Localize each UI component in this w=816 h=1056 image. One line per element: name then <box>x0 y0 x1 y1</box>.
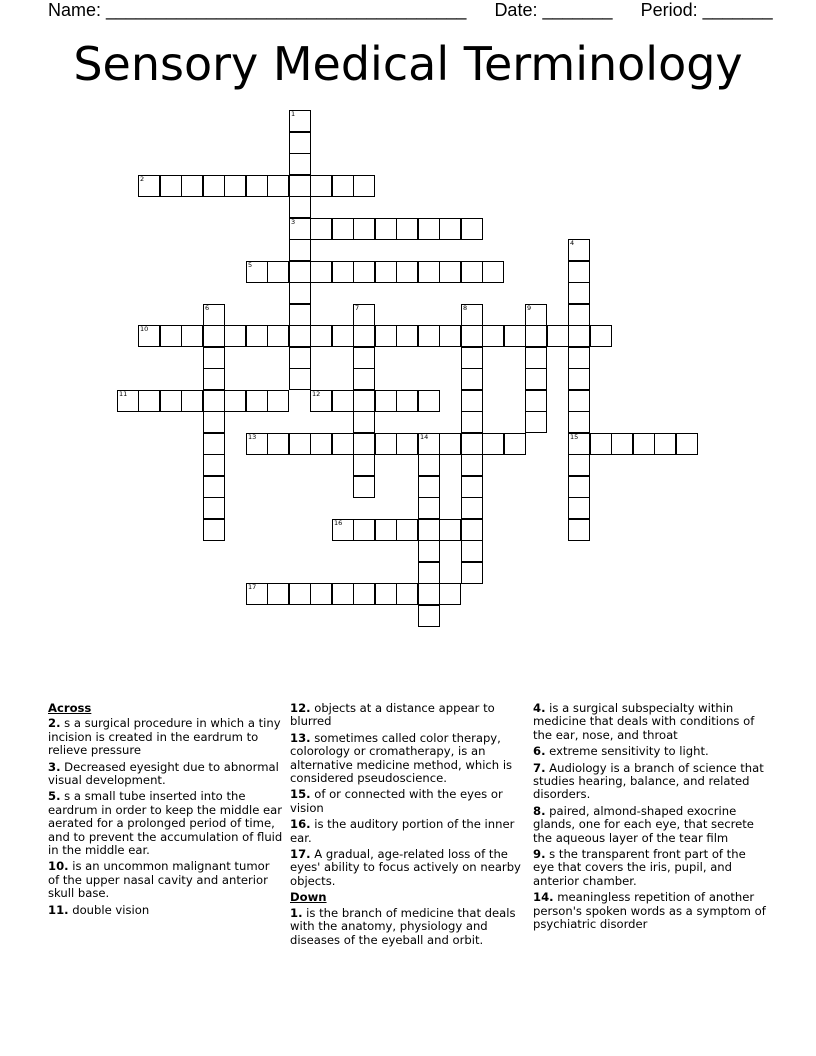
grid-cell[interactable] <box>396 519 418 541</box>
grid-cell[interactable] <box>310 175 332 197</box>
grid-cell[interactable] <box>461 390 483 412</box>
grid-cell[interactable] <box>181 390 203 412</box>
clue-number: 3 <box>291 218 296 226</box>
grid-cell[interactable] <box>396 325 418 347</box>
grid-cell[interactable] <box>332 583 354 605</box>
grid-cell[interactable] <box>332 325 354 347</box>
grid-cell[interactable] <box>525 411 547 433</box>
grid-cell[interactable] <box>439 325 461 347</box>
grid-cell[interactable] <box>310 583 332 605</box>
grid-cell[interactable] <box>418 583 440 605</box>
grid-cell[interactable] <box>203 175 225 197</box>
clue-number-label: 17. <box>290 847 311 862</box>
grid-cell[interactable] <box>267 261 289 283</box>
grid-cell[interactable] <box>353 175 375 197</box>
grid-cell[interactable] <box>181 325 203 347</box>
grid-cell[interactable] <box>246 325 268 347</box>
grid-cell[interactable] <box>353 454 375 476</box>
clues-column-1 <box>48 702 284 920</box>
grid-cell[interactable] <box>418 562 440 584</box>
grid-cell[interactable] <box>267 325 289 347</box>
grid-cell[interactable] <box>418 390 440 412</box>
grid-cell[interactable] <box>224 325 246 347</box>
grid-cell[interactable] <box>568 368 590 390</box>
period-field[interactable]: Period: _______ <box>640 0 773 20</box>
grid-cell[interactable] <box>418 218 440 240</box>
clue-number: 4 <box>570 239 575 247</box>
grid-cell[interactable] <box>332 390 354 412</box>
clue-item <box>533 745 769 758</box>
grid-cell[interactable] <box>353 583 375 605</box>
grid-cell[interactable] <box>461 218 483 240</box>
clue-number: 8 <box>463 304 468 312</box>
clue-number-label: 8. <box>533 803 546 818</box>
clue-number-label: 15. <box>290 787 311 802</box>
grid-cell[interactable] <box>461 497 483 519</box>
grid-cell[interactable] <box>267 175 289 197</box>
clues-column-2 <box>290 702 526 950</box>
clues-column-3 <box>533 702 769 935</box>
grid-cell[interactable] <box>568 411 590 433</box>
grid-cell[interactable] <box>461 540 483 562</box>
grid-cell[interactable] <box>138 390 160 412</box>
clue-number: 7 <box>355 304 360 312</box>
clue-text: sometimes called color therapy, colorology or cromatherapy, is an alternative medicine method, which is considered pseudoscience. <box>290 730 513 786</box>
grid-cell[interactable] <box>568 497 590 519</box>
clue-number-label: 3. <box>48 759 61 774</box>
grid-cell[interactable] <box>611 433 633 455</box>
clue-number: 13 <box>248 433 257 441</box>
grid-cell[interactable] <box>353 347 375 369</box>
clue-text: A gradual, age-related loss of the eyes' ability to focus actively on nearby objects. <box>290 847 521 888</box>
grid-cell[interactable] <box>396 433 418 455</box>
clue-text: objects at a distance appear to blurred <box>290 701 495 729</box>
clue-item <box>533 848 769 888</box>
grid-cell[interactable] <box>310 433 332 455</box>
clue-number: 10 <box>140 325 149 333</box>
clue-text: s a surgical procedure in which a tiny incision is created in the eardrum to relieve pressure <box>48 716 281 758</box>
grid-cell[interactable] <box>439 218 461 240</box>
grid-cell[interactable] <box>418 605 440 627</box>
grid-cell[interactable] <box>439 261 461 283</box>
grid-cell[interactable] <box>525 325 547 347</box>
grid-cell[interactable] <box>246 390 268 412</box>
grid-cell[interactable] <box>289 239 311 261</box>
clue-item <box>290 702 526 729</box>
grid-cell[interactable] <box>332 175 354 197</box>
grid-cell[interactable] <box>482 261 504 283</box>
grid-cell[interactable] <box>461 411 483 433</box>
grid-cell[interactable] <box>676 433 698 455</box>
grid-cell[interactable] <box>418 325 440 347</box>
clue-item <box>290 732 526 786</box>
clue-number-label: 7. <box>533 760 546 775</box>
clue-text: is the auditory portion of the inner ear. <box>290 817 515 845</box>
grid-cell[interactable] <box>353 261 375 283</box>
grid-cell[interactable] <box>267 390 289 412</box>
grid-cell[interactable] <box>568 390 590 412</box>
clue-number: 17 <box>248 583 257 591</box>
clue-item <box>48 761 284 788</box>
grid-cell[interactable] <box>461 476 483 498</box>
clue-item <box>533 762 769 802</box>
grid-cell[interactable] <box>289 368 311 390</box>
clue-text: double vision <box>68 902 150 917</box>
grid-cell[interactable] <box>568 476 590 498</box>
grid-cell[interactable] <box>160 325 182 347</box>
grid-cell[interactable] <box>203 476 225 498</box>
grid-cell[interactable] <box>461 433 483 455</box>
clue-text: is a surgical subspecialty within medicine that deals with conditions of the ear, nose, and throat <box>533 701 755 742</box>
clue-item <box>48 904 284 917</box>
clue-number: 1 <box>291 110 296 118</box>
grid-cell[interactable] <box>396 583 418 605</box>
grid-cell[interactable] <box>482 433 504 455</box>
across-heading: Across <box>48 701 92 715</box>
clue-number-label: 5. <box>48 789 61 804</box>
grid-cell[interactable] <box>181 175 203 197</box>
date-field[interactable]: Date: _______ <box>494 0 613 20</box>
grid-cell[interactable] <box>203 390 225 412</box>
clue-number-label: 13. <box>290 730 311 745</box>
grid-cell[interactable] <box>568 454 590 476</box>
grid-cell[interactable] <box>203 347 225 369</box>
grid-cell[interactable] <box>525 368 547 390</box>
grid-cell[interactable] <box>203 519 225 541</box>
grid-cell[interactable] <box>461 261 483 283</box>
grid-cell[interactable] <box>439 433 461 455</box>
grid-cell[interactable] <box>203 497 225 519</box>
grid-cell[interactable] <box>353 368 375 390</box>
grid-cell[interactable] <box>396 218 418 240</box>
grid-cell[interactable] <box>525 347 547 369</box>
grid-cell[interactable] <box>418 540 440 562</box>
clue-number: 14 <box>420 433 429 441</box>
clue-item <box>48 790 284 857</box>
clue-number: 12 <box>312 390 321 398</box>
clue-item <box>290 788 526 815</box>
grid-cell[interactable] <box>332 433 354 455</box>
grid-cell[interactable] <box>396 261 418 283</box>
grid-cell[interactable] <box>461 519 483 541</box>
grid-cell[interactable] <box>568 519 590 541</box>
clue-item <box>48 717 284 757</box>
grid-cell[interactable] <box>289 132 311 154</box>
grid-cell[interactable] <box>289 583 311 605</box>
grid-cell[interactable] <box>246 175 268 197</box>
grid-cell[interactable] <box>310 218 332 240</box>
grid-cell[interactable] <box>375 583 397 605</box>
clue-text: s the transparent front part of the eye that covers the iris, pupil, and anterior chamber. <box>533 847 746 888</box>
grid-cell[interactable] <box>375 390 397 412</box>
grid-cell[interactable] <box>289 304 311 326</box>
grid-cell[interactable] <box>289 153 311 175</box>
clue-item <box>290 907 526 947</box>
grid-cell[interactable] <box>353 433 375 455</box>
clue-number: 5 <box>248 261 253 269</box>
grid-cell[interactable] <box>224 390 246 412</box>
grid-cell[interactable] <box>353 476 375 498</box>
clue-text: is the branch of medicine that deals with the anatomy, physiology and diseases of the eyeball and orbit. <box>290 905 516 947</box>
clue-number-label: 4. <box>533 701 546 715</box>
clue-item <box>533 702 769 742</box>
grid-cell[interactable] <box>590 433 612 455</box>
grid-cell[interactable] <box>418 519 440 541</box>
clue-text: of or connected with the eyes or vision <box>290 787 503 815</box>
clue-number-label: 16. <box>290 817 311 832</box>
grid-cell[interactable] <box>203 368 225 390</box>
grid-cell[interactable] <box>289 433 311 455</box>
clue-number: 9 <box>527 304 532 312</box>
grid-cell[interactable] <box>353 325 375 347</box>
grid-cell[interactable] <box>568 347 590 369</box>
clue-item <box>290 818 526 845</box>
clue-text: extreme sensitivity to light. <box>545 744 709 759</box>
grid-cell[interactable] <box>289 282 311 304</box>
grid-cell[interactable] <box>461 562 483 584</box>
grid-cell[interactable] <box>568 304 590 326</box>
grid-cell[interactable] <box>568 261 590 283</box>
grid-cell[interactable] <box>482 325 504 347</box>
grid-cell[interactable] <box>224 175 246 197</box>
clue-text: s a small tube inserted into the eardrum in order to keep the middle ear aerated for a prolonged period of time, and to prevent the accumulation of fluid in the middle ear. <box>48 789 283 858</box>
grid-cell[interactable] <box>568 282 590 304</box>
grid-cell[interactable] <box>203 454 225 476</box>
grid-cell[interactable] <box>461 368 483 390</box>
grid-cell[interactable] <box>160 175 182 197</box>
clue-number: 2 <box>140 175 145 183</box>
name-field[interactable]: Name: ____________________________________ <box>48 0 467 20</box>
clue-text: Audiology is a branch of science that studies hearing, balance, and related disorders. <box>533 760 764 802</box>
grid-cell[interactable] <box>353 390 375 412</box>
grid-cell[interactable] <box>289 175 311 197</box>
grid-cell[interactable] <box>547 325 569 347</box>
grid-cell[interactable] <box>375 433 397 455</box>
page-title: Sensory Medical Terminology <box>73 37 743 91</box>
grid-cell[interactable] <box>375 325 397 347</box>
grid-cell[interactable] <box>418 497 440 519</box>
grid-cell[interactable] <box>332 261 354 283</box>
clue-item <box>290 848 526 888</box>
grid-cell[interactable] <box>375 218 397 240</box>
clue-item <box>48 860 284 900</box>
grid-cell[interactable] <box>654 433 676 455</box>
grid-cell[interactable] <box>289 325 311 347</box>
clue-number-label: 14. <box>533 890 554 905</box>
clue-item <box>533 805 769 845</box>
grid-cell[interactable] <box>203 433 225 455</box>
clue-number: 11 <box>119 390 128 398</box>
grid-cell[interactable] <box>418 261 440 283</box>
down-heading: Down <box>290 890 327 905</box>
grid-cell[interactable] <box>504 325 526 347</box>
grid-cell[interactable] <box>568 325 590 347</box>
clue-number-label: 1. <box>290 905 303 920</box>
grid-cell[interactable] <box>439 519 461 541</box>
grid-cell[interactable] <box>633 433 655 455</box>
grid-cell[interactable] <box>353 519 375 541</box>
grid-cell[interactable] <box>461 325 483 347</box>
clue-number-label: 6. <box>533 744 546 759</box>
clue-number-label: 2. <box>48 716 61 731</box>
grid-cell[interactable] <box>504 433 526 455</box>
grid-cell[interactable] <box>375 519 397 541</box>
clue-number-label: 10. <box>48 859 69 874</box>
clue-number-label: 11. <box>48 902 69 917</box>
clue-item <box>533 891 769 931</box>
clue-number-label: 12. <box>290 701 311 715</box>
grid-cell[interactable] <box>418 454 440 476</box>
grid-cell[interactable] <box>375 261 397 283</box>
grid-cell[interactable] <box>353 218 375 240</box>
clue-number: 16 <box>334 519 343 527</box>
grid-cell[interactable] <box>203 325 225 347</box>
clue-text: paired, almond-shaped exocrine glands, one for each eye, that secrete the aqueous layer of the tear film <box>533 803 754 845</box>
clue-number: 6 <box>205 304 210 312</box>
grid-cell[interactable] <box>353 411 375 433</box>
grid-cell[interactable] <box>267 583 289 605</box>
grid-cell[interactable] <box>461 454 483 476</box>
grid-cell[interactable] <box>418 476 440 498</box>
grid-cell[interactable] <box>289 196 311 218</box>
grid-cell[interactable] <box>160 390 182 412</box>
grid-cell[interactable] <box>310 261 332 283</box>
clue-number-label: 9. <box>533 847 546 862</box>
grid-cell[interactable] <box>267 433 289 455</box>
grid-cell[interactable] <box>590 325 612 347</box>
grid-cell[interactable] <box>289 261 311 283</box>
clue-text: Decreased eyesight due to abnormal visual development. <box>48 759 279 788</box>
grid-cell[interactable] <box>310 325 332 347</box>
clue-text: meaningless repetition of another person's spoken words as a symptom of psychiatric disorder <box>533 890 766 932</box>
clue-text: is an uncommon malignant tumor of the upper nasal cavity and anterior skull base. <box>48 859 270 901</box>
clue-number: 15 <box>570 433 579 441</box>
grid-cell[interactable] <box>439 583 461 605</box>
grid-cell[interactable] <box>461 347 483 369</box>
grid-cell[interactable] <box>332 218 354 240</box>
grid-cell[interactable] <box>525 390 547 412</box>
grid-cell[interactable] <box>396 390 418 412</box>
grid-cell[interactable] <box>289 347 311 369</box>
grid-cell[interactable] <box>203 411 225 433</box>
